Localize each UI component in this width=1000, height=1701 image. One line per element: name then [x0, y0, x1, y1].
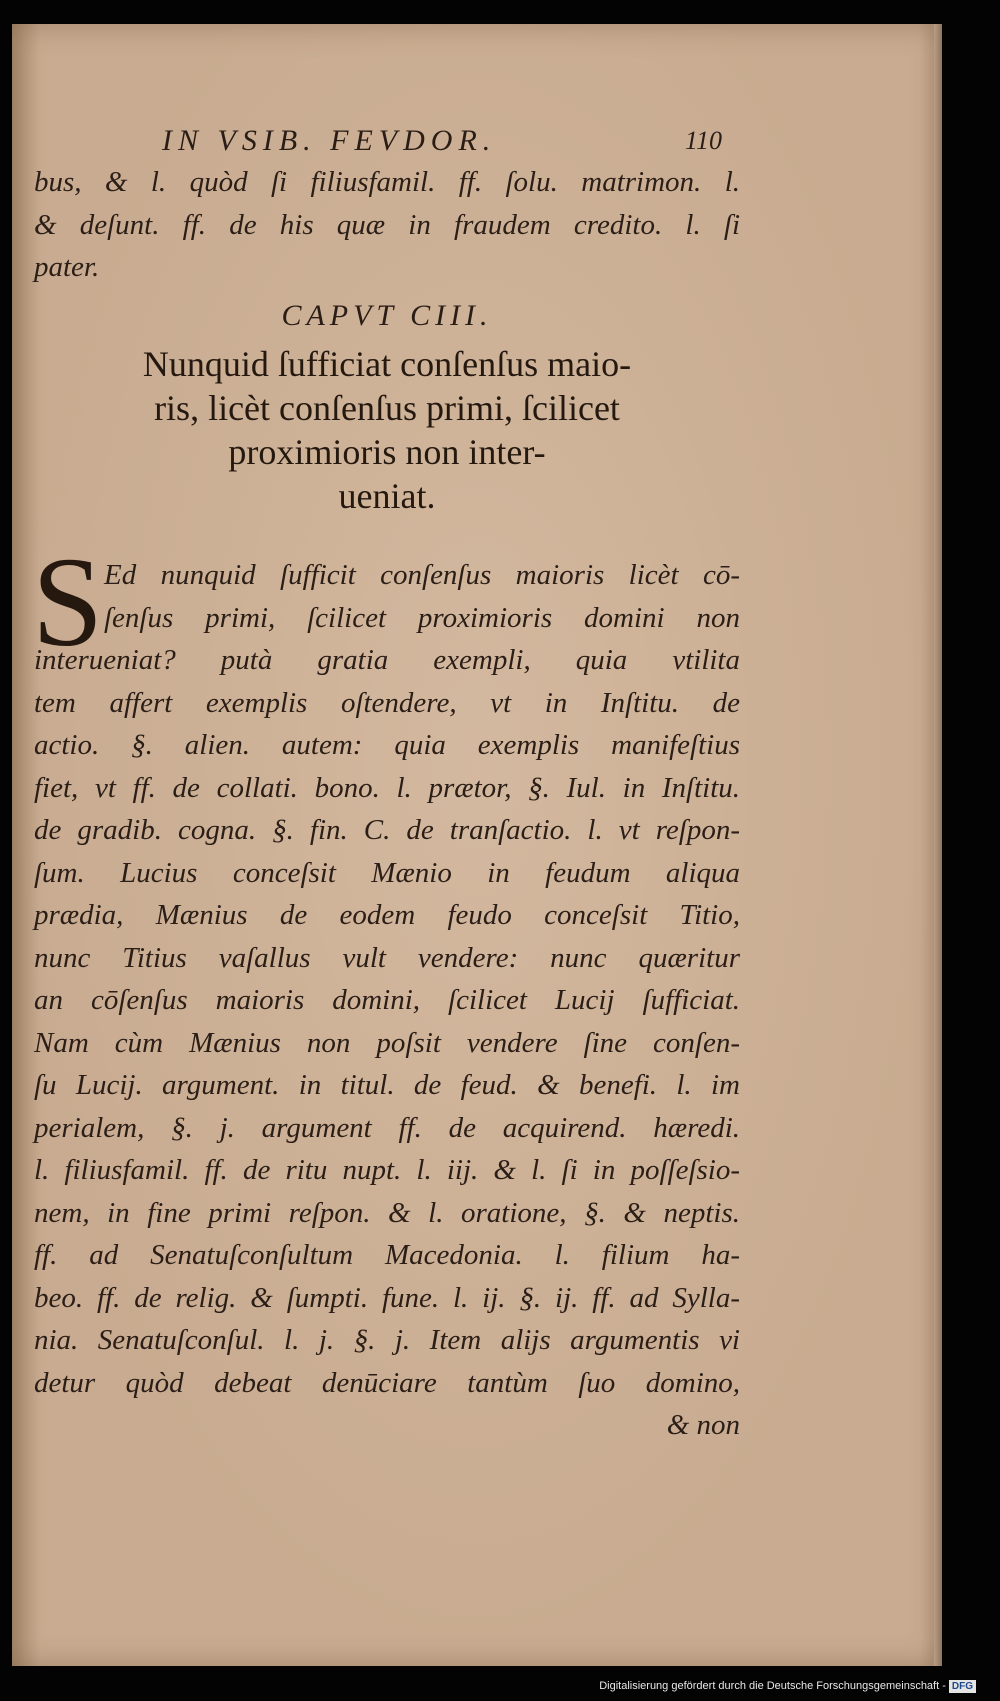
dfg-logo: DFG	[949, 1680, 976, 1693]
text-line: Ed nunquid ſufficit conſenſus maioris licèt cō-	[104, 559, 740, 591]
text-line: ſum. Lucius conceſsit Mænio in feudum aliqua	[34, 856, 740, 889]
text-line: l. filiusfamil. ff. de ritu nupt. l. iij. & l. ſi in poſſeſsio-	[34, 1154, 740, 1186]
continued-text	[34, 161, 740, 289]
text-line: ff. ad Senatuſconſultum Macedonia. l. filium ha-	[34, 1239, 740, 1271]
text-line: interueniat? putà gratia exempli, quia vtilita	[34, 644, 740, 676]
text-line: ſenſus primi, ſcilicet proximioris domini non	[104, 601, 740, 634]
credit-text: Digitalisierung gefördert durch die Deutsche Forschungsgemeinschaft -	[599, 1680, 946, 1692]
text-line: nunc Titius vaſallus vult vendere: nunc quæritur	[34, 941, 740, 974]
page-header	[162, 124, 722, 164]
running-head: IN VSIB. FEVDOR.	[162, 124, 497, 157]
chapter-title-line: ueniat.	[338, 476, 436, 516]
text-line: nem, in fine primi reſpon. & l. oratione, §. & neptis.	[34, 1196, 740, 1229]
text-line: de gradib. cogna. §. fin. C. de tranſactio. l. vt reſpon-	[34, 814, 740, 846]
text-line: perialem, §. j. argument ff. de acquirend. hæredi.	[34, 1111, 740, 1144]
text-line: tem affert exemplis oſtendere, vt in Inſtitu. de	[34, 686, 740, 719]
text-line: prædia, Mænius de eodem feudo conceſsit Titio,	[34, 899, 740, 931]
body-text	[32, 531, 740, 1447]
chapter-title-line: Nunquid ſufficiat conſenſus maio-	[142, 344, 632, 384]
text-line: actio. §. alien. autem: quia exemplis manifeſtius	[34, 729, 740, 761]
text-line: beo. ff. de relig. & ſumpti. fune. l. ij. §. ij. ff. ad Sylla-	[34, 1281, 740, 1314]
catchword: & non	[666, 1409, 740, 1441]
text-line: bus, & l. quòd ſi filiusfamil. ff. ſolu. matrimon. l.	[34, 166, 740, 198]
text-line: Nam cùm Mænius non poſsit vendere ſine conſen-	[34, 1026, 740, 1059]
text-line: & deſunt. ff. de his quæ in fraudem credito. l. ſi	[34, 208, 740, 241]
digitization-credit	[599, 1680, 976, 1693]
book-page	[12, 24, 942, 1666]
text-line: fiet, vt ff. de collati. bono. l. prætor, §. Iul. in Inſtitu.	[34, 771, 740, 804]
folio-number: 110	[684, 126, 722, 155]
text-line: pater.	[34, 251, 100, 283]
drop-capital: S	[32, 531, 104, 673]
chapter-title	[34, 342, 740, 518]
chapter-title-line: proximioris non inter-	[228, 432, 546, 472]
text-line: an cōſenſus maioris domini, ſcilicet Lucij ſufficiat.	[34, 984, 740, 1016]
chapter-label: CAPVT CIII.	[281, 299, 493, 332]
page-edge	[934, 24, 942, 1666]
text-line: detur quòd debeat denūciare tantùm ſuo domino,	[34, 1366, 740, 1399]
text-line: nia. Senatuſconſul. l. j. §. j. Item alijs argumentis vi	[34, 1324, 740, 1356]
text-line: ſu Lucij. argument. in titul. de feud. & benefi. l. im	[34, 1069, 740, 1101]
chapter-title-line: ris, licèt conſenſus primi, ſcilicet	[154, 388, 620, 428]
